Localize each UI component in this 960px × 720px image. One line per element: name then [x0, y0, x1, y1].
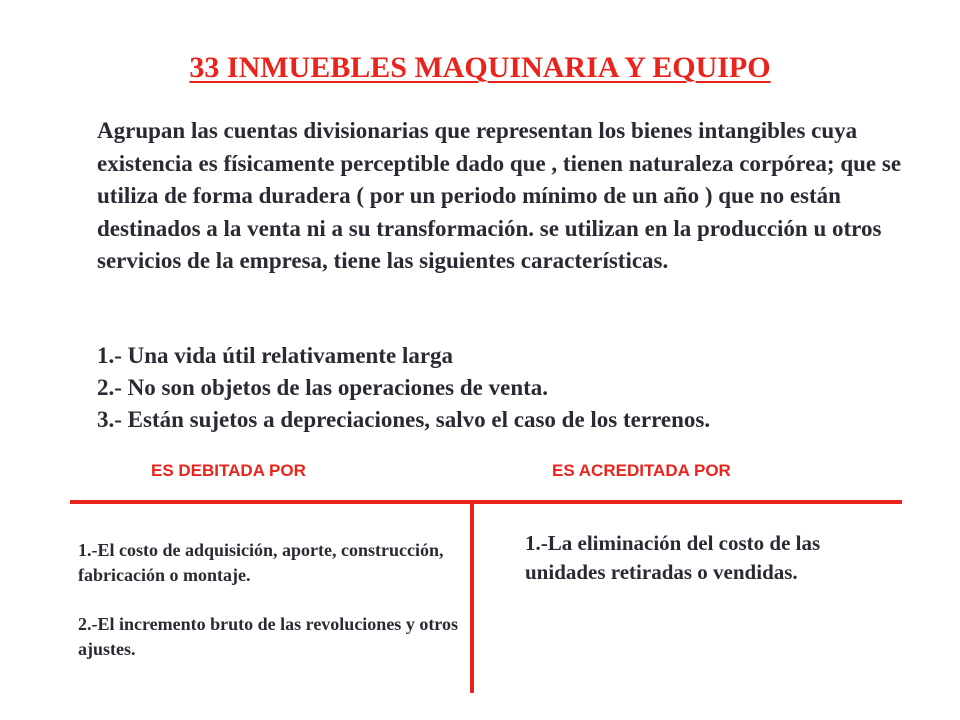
characteristics-list — [97, 340, 917, 436]
slide-title: 33 INMUEBLES MAQUINARIA Y EQUIPO — [189, 51, 771, 84]
debit-items-list — [78, 538, 463, 662]
debit-item: 1.-El costo de adquisición, aporte, construcción, fabricación o montaje. — [78, 540, 444, 585]
debit-header: ES DEBITADA POR — [151, 461, 306, 480]
characteristic-item: 2.- No son objetos de las operaciones de venta. — [97, 375, 549, 400]
characteristic-item: 3.- Están sujetos a depreciaciones, salvo el caso de los terrenos. — [97, 407, 711, 432]
debit-item: 2.-El incremento bruto de las revoluciones y otros ajustes. — [78, 614, 458, 659]
t-account-vertical-line — [470, 503, 474, 693]
credit-items-list — [525, 529, 905, 587]
characteristic-item: 1.- Una vida útil relativamente larga — [97, 343, 454, 368]
credit-header: ES ACREDITADA POR — [552, 461, 731, 480]
intro-paragraph: Agrupan las cuentas divisionarias que representan los bienes intangibles cuya existencia es físicamente perceptible dado que , tienen naturaleza corpórea; que se utiliza de forma duradera ( por un periodo mínimo de un año ) que no están destinados a la venta ni a su transformación. se utilizan en la producción u otros servicios de la empresa, tiene las siguientes características. — [97, 118, 902, 273]
credit-item: 1.-La eliminación del costo de las unidades retiradas o vendidas. — [525, 531, 821, 584]
t-account-horizontal-line — [70, 500, 902, 504]
